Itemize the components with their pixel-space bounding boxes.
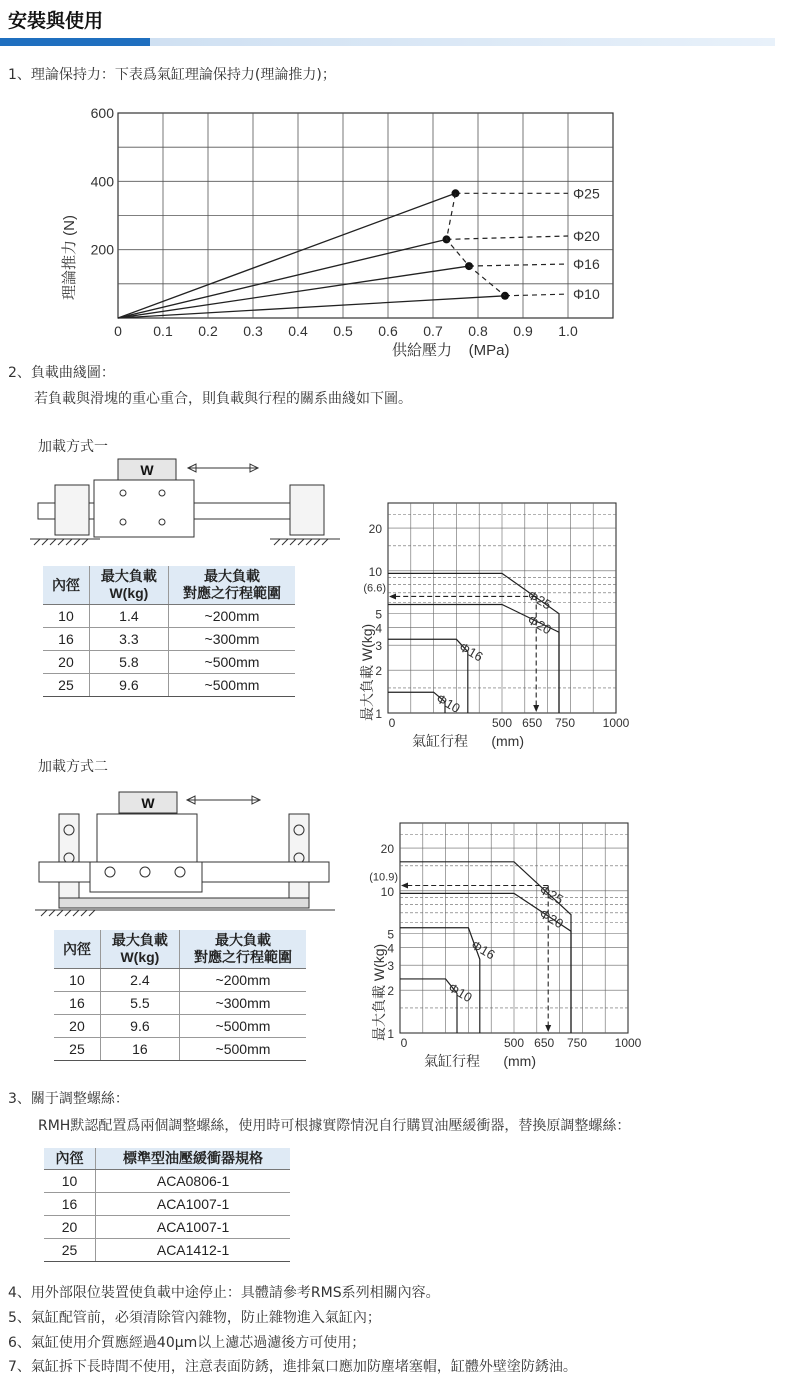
absorber-table-cell: ACA0806-1 [96, 1170, 290, 1193]
thrust-y-tick: 200 [90, 241, 114, 258]
mode1-chart-grid [388, 503, 616, 713]
mode2-table-cell: 16 [100, 1038, 179, 1061]
thrust-point [501, 292, 509, 300]
thrust-series-label: Φ10 [573, 286, 600, 303]
thrust-x-tick: 0.2 [198, 323, 218, 339]
mode1-chart-series-label: Φ20 [525, 611, 555, 638]
absorber-table-header-0: 內徑 [44, 1148, 96, 1170]
mode1-chart-ylabel: 最大負載 W(kg) [359, 623, 375, 721]
mode1-cylinder-diagram [30, 455, 340, 555]
thrust-chart-xlabel: 供給壓力 (MPa) [392, 342, 510, 359]
absorber-table-header-1: 標準型油壓緩衝器規格 [96, 1148, 290, 1170]
mode1-chart-xlabel: 氣缸行程 (mm) [412, 733, 524, 749]
thrust-x-tick: 1.0 [558, 323, 578, 339]
absorber-table-cell: 25 [44, 1239, 96, 1262]
shock-absorber-table [44, 1148, 290, 1262]
mode1-chart-y-tick: 5 [375, 607, 382, 622]
mode2-table-cell: 9.6 [100, 1015, 179, 1038]
thrust-chart [50, 95, 670, 365]
note-6: 6、氣缸使用介質應經過40μm以上濾芯過濾後方可使用； [8, 1335, 366, 1351]
thrust-chart-ylabel: 理論推力 (N) [61, 215, 78, 300]
mode1-table-cell: 3.3 [89, 628, 168, 651]
absorber-table-cell: ACA1007-1 [96, 1216, 290, 1239]
thrust-y-tick: 600 [90, 105, 114, 121]
mode1-table-cell: 1.4 [89, 605, 168, 628]
mode2-weight-label: W [141, 795, 155, 811]
thrust-x-tick: 0.4 [288, 323, 308, 339]
table-row [44, 1193, 290, 1216]
mode2-chart-y-tick: 10 [380, 884, 394, 899]
mode1-chart-series-label: Φ10 [433, 690, 463, 717]
mode1-table-cell: ~500mm [168, 674, 295, 697]
mode1-chart-y-tick: 4 [375, 621, 382, 636]
table-row [54, 992, 306, 1015]
absorber-table-cell: 20 [44, 1216, 96, 1239]
section3-text: RMH默認配置爲兩個調整螺絲，使用時可根據實際情況自行購買油壓緩衝器，替換原調整螺絲： [38, 1118, 631, 1134]
absorber-table-cell: 10 [44, 1170, 96, 1193]
thrust-chart-grid [118, 113, 613, 318]
mode1-table-cell: ~500mm [168, 651, 295, 674]
note-5: 5、氣缸配管前，必須清除管內雜物，防止雜物進入氣缸內； [8, 1310, 381, 1326]
mode1-table-cell: 16 [43, 628, 89, 651]
mode2-chart-x-tick: 650 [534, 1036, 555, 1050]
thrust-series-label: Φ16 [573, 256, 600, 273]
mode2-table-cell: 10 [54, 969, 100, 992]
table-row [54, 969, 306, 992]
table-row [44, 1216, 290, 1239]
section3-heading: 3、關于調整螺絲： [8, 1091, 129, 1107]
table-row [54, 1038, 306, 1061]
mode2-load-chart [352, 815, 652, 1075]
mode1-chart-series-label: Φ25 [525, 587, 555, 613]
mode2-chart-xlabel: 氣缸行程 (mm) [424, 1053, 536, 1069]
mode2-table-cell: ~500mm [179, 1015, 306, 1038]
mode1-chart-y-tick: 1 [375, 707, 382, 721]
table-row [43, 628, 295, 651]
mode2-table-cell: ~500mm [179, 1038, 306, 1061]
mode2-cylinder-diagram [35, 790, 335, 920]
mode1-table-cell: 10 [43, 605, 89, 628]
note-4: 4、用外部限位裝置使負載中途停止：具體請參考RMS系列相關內容。 [8, 1285, 440, 1301]
mode2-table-cell: 16 [54, 992, 100, 1015]
mode1-table-header-0: 內徑 [43, 566, 89, 605]
mode2-chart-series-label: Φ25 [537, 881, 567, 908]
mode1-chart-x-tick: 750 [554, 716, 576, 730]
mode2-chart-series-label: Φ16 [468, 937, 498, 963]
mode1-load-table [43, 566, 295, 697]
table-row [43, 651, 295, 674]
mode2-table-cell: 2.4 [100, 969, 179, 992]
mode1-chart-series-label: Φ16 [456, 639, 486, 665]
mode1-table-cell: ~200mm [168, 605, 295, 628]
mode2-chart-y-tick: 1 [387, 1027, 394, 1041]
section2-heading: 2、負載曲綫圖： [8, 365, 115, 381]
absorber-table-cell: ACA1412-1 [96, 1239, 290, 1262]
absorber-table-cell: ACA1007-1 [96, 1193, 290, 1216]
mode1-label: 加載方式一 [38, 439, 108, 455]
mode1-table-cell: 20 [43, 651, 89, 674]
thrust-series-label: Φ20 [573, 228, 600, 244]
mode2-table-cell: ~200mm [179, 969, 306, 992]
mode2-chart-y-tick: 4 [387, 941, 394, 956]
thrust-series-label: Φ25 [573, 185, 600, 202]
table-row [43, 674, 295, 697]
mode1-chart-x-tick: 650 [522, 716, 543, 730]
table-row [43, 605, 295, 628]
mode2-chart-marked-value: (10.9) [369, 871, 398, 884]
mode1-chart-x-tick: 0 [388, 716, 396, 730]
table-row [44, 1239, 290, 1262]
thrust-x-tick: 0.5 [333, 323, 353, 339]
note-7: 7、氣缸拆下長時間不使用，注意表面防銹，進排氣口應加防塵堵塞帽，缸體外壁塗防銹油。 [8, 1359, 577, 1375]
mode2-chart-x-tick: 0 [400, 1036, 408, 1050]
mode1-table-cell: ~300mm [168, 628, 295, 651]
mode1-chart-y-tick: 3 [375, 639, 382, 654]
thrust-x-tick: 0.6 [378, 323, 398, 339]
thrust-x-tick: 0.3 [243, 323, 263, 339]
mode2-chart-y-tick: 5 [387, 927, 394, 942]
mode1-weight-label: W [140, 462, 154, 478]
absorber-table-cell: 16 [44, 1193, 96, 1216]
mode2-chart-series-label: Φ10 [445, 979, 475, 1006]
title-underline [0, 38, 775, 46]
thrust-x-tick: 0.7 [423, 323, 443, 339]
section2-text: 若負載與滑塊的重心重合，則負載與行程的關系曲綫如下圖。 [34, 391, 412, 407]
mode1-chart-y-tick: 20 [368, 522, 382, 537]
mode2-chart-y-tick: 3 [387, 959, 394, 974]
table-row [44, 1170, 290, 1193]
mode1-table-header-2: 最大負載 對應之行程範圍 [168, 566, 295, 605]
mode1-chart-x-tick: 1000 [602, 716, 630, 730]
table-row [54, 1015, 306, 1038]
mode1-table-header-1: 最大負載 W(kg) [89, 566, 168, 605]
mode1-table-cell: 5.8 [89, 651, 168, 674]
mode2-table-cell: 5.5 [100, 992, 179, 1015]
mode2-table-cell: 20 [54, 1015, 100, 1038]
mode1-chart-marked-value: (6.6) [363, 582, 386, 595]
mode2-chart-x-tick: 750 [566, 1036, 588, 1050]
mode2-table-header-2: 最大負載 對應之行程範圍 [179, 930, 306, 969]
thrust-y-tick: 400 [90, 173, 114, 190]
thrust-x-tick: 0 [114, 323, 122, 339]
thrust-x-tick: 0.1 [153, 323, 173, 339]
thrust-x-tick: 0.9 [513, 323, 533, 339]
mode2-chart-y-tick: 20 [380, 842, 394, 857]
mode2-chart-x-tick: 500 [503, 1036, 525, 1050]
thrust-x-tick: 0.8 [468, 323, 488, 339]
mode2-load-table [54, 930, 306, 1061]
mode1-chart-x-tick: 500 [491, 716, 513, 730]
mode2-chart-y-tick: 2 [387, 984, 394, 999]
mode2-label: 加載方式二 [38, 759, 108, 775]
mode2-table-header-1: 最大負載 W(kg) [100, 930, 179, 969]
mode2-table-cell: 25 [54, 1038, 100, 1061]
mode2-chart-series-label: Φ20 [537, 905, 567, 932]
mode2-chart-ylabel: 最大負載 W(kg) [371, 943, 387, 1041]
section1-text: 1、理論保持力：下表爲氣缸理論保持力(理論推力)； [8, 67, 336, 83]
mode1-table-cell: 25 [43, 674, 89, 697]
mode1-chart-y-tick: 2 [375, 664, 382, 679]
mode1-load-chart [340, 495, 640, 750]
mode1-chart-y-tick: 10 [368, 564, 382, 579]
mode2-chart-x-tick: 1000 [614, 1036, 642, 1050]
mode2-table-header-0: 內徑 [54, 930, 100, 969]
page-title: 安裝與使用 [8, 10, 104, 32]
mode1-table-cell: 9.6 [89, 674, 168, 697]
mode2-table-cell: ~300mm [179, 992, 306, 1015]
